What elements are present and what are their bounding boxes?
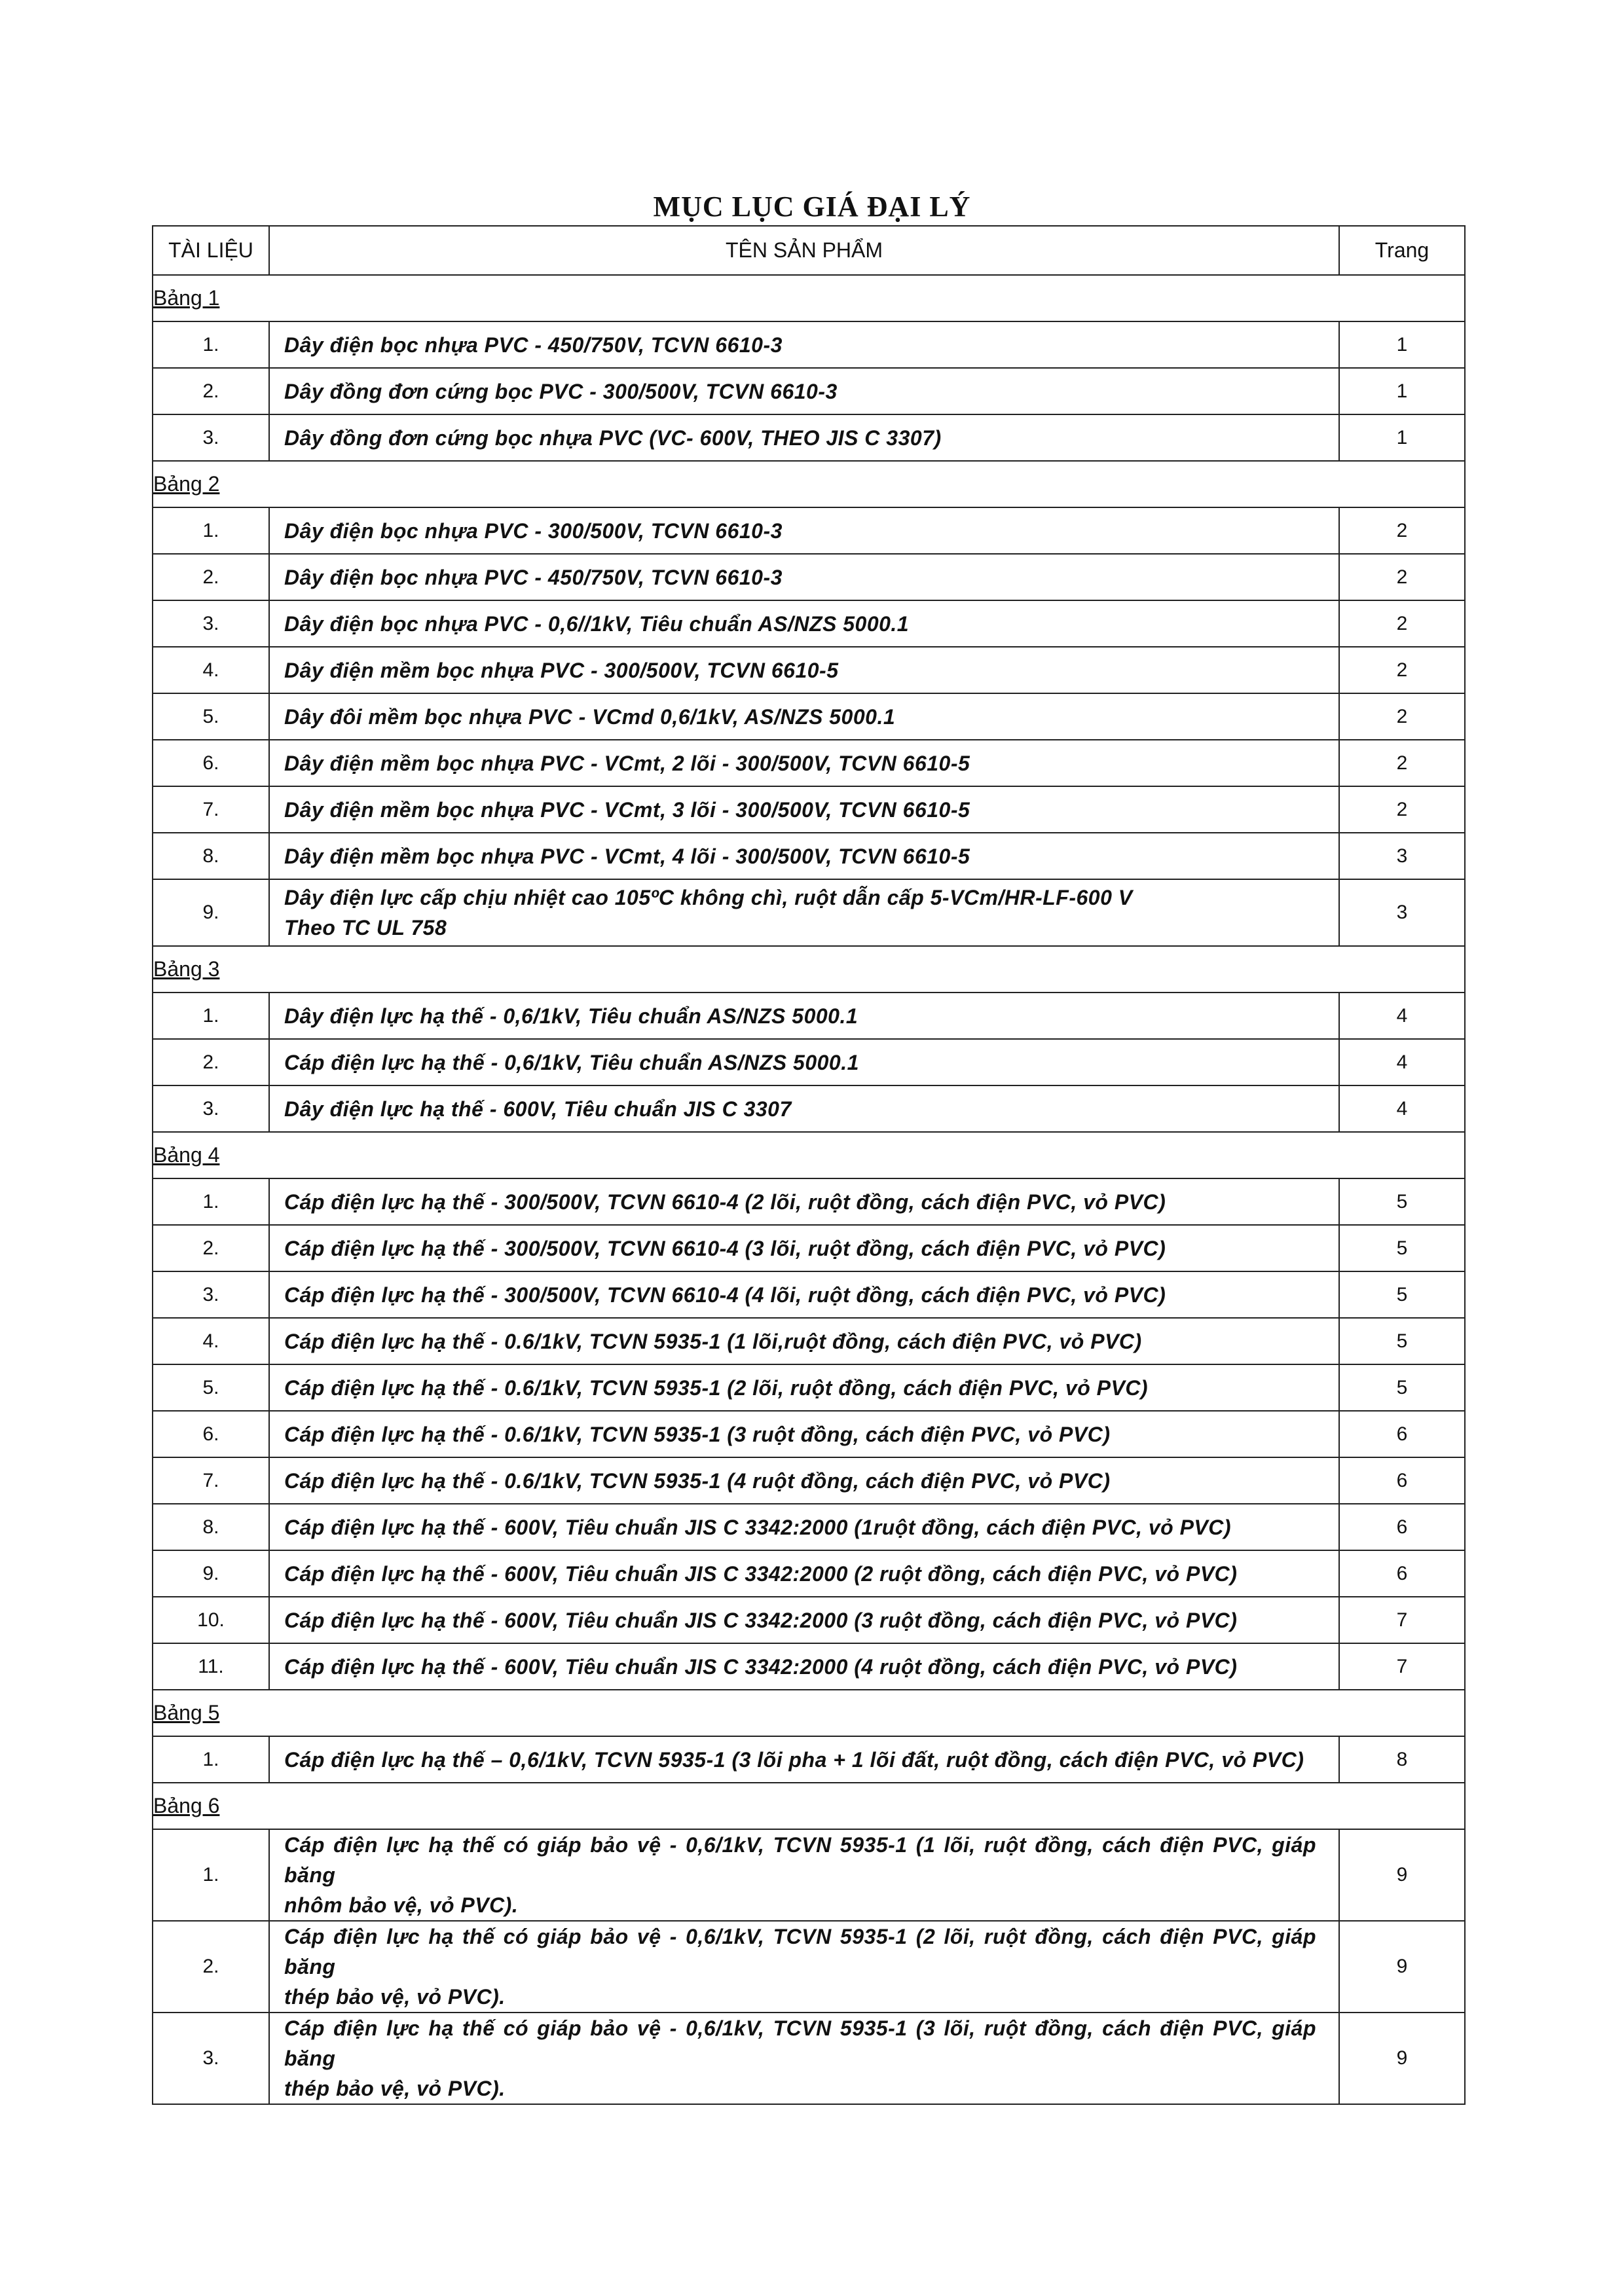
page-number: 5 [1339,1225,1465,1271]
item-number: 1. [153,1829,269,1921]
product-name: Cáp điện lực hạ thế - 0.6/1kV, TCVN 5935-1 (3 ruột đồng, cách điện PVC, vỏ PVC) [269,1411,1339,1457]
item-number: 1. [153,1736,269,1783]
item-number: 5. [153,693,269,740]
product-name: Cáp điện lực hạ thế - 0,6/1kV, Tiêu chuẩn AS/NZS 5000.1 [269,1039,1339,1085]
item-number: 2. [153,554,269,600]
product-name [269,2013,1339,2104]
item-number: 2. [153,1921,269,2013]
item-number: 6. [153,740,269,786]
product-name-line: Cáp điện lực hạ thế có giáp bảo vệ - 0,6/1kV, TCVN 5935-1 (1 lõi, ruột đồng, cách điện PVC, giáp băng [284,1833,1316,1887]
table-row [153,1271,1465,1318]
product-name: Cáp điện lực hạ thế – 0,6/1kV, TCVN 5935-1 (3 lõi pha + 1 lõi đất, ruột đồng, cách điện PVC, vỏ PVC) [269,1736,1339,1783]
product-name [269,1921,1339,2013]
product-name-line: Theo TC UL 758 [284,916,447,939]
section-label: Bảng 4 [153,1132,1465,1178]
item-number: 5. [153,1364,269,1411]
page-number: 2 [1339,786,1465,833]
table-row [153,1178,1465,1225]
section-row [153,461,1465,507]
page-number: 3 [1339,833,1465,879]
table-row [153,1643,1465,1690]
product-name: Cáp điện lực hạ thế - 0.6/1kV, TCVN 5935-1 (4 ruột đồng, cách điện PVC, vỏ PVC) [269,1457,1339,1504]
item-number: 8. [153,833,269,879]
page-number: 2 [1339,740,1465,786]
section-row [153,946,1465,993]
page-number: 7 [1339,1643,1465,1690]
item-number: 7. [153,1457,269,1504]
section-label: Bảng 6 [153,1783,1465,1829]
item-number: 1. [153,1178,269,1225]
product-name: Cáp điện lực hạ thế - 300/500V, TCVN 6610-4 (2 lõi, ruột đồng, cách điện PVC, vỏ PVC) [269,1178,1339,1225]
table-row [153,1921,1465,2013]
product-name: Dây điện bọc nhựa PVC - 450/750V, TCVN 6610-3 [269,554,1339,600]
item-number: 2. [153,1225,269,1271]
page-number: 4 [1339,1039,1465,1085]
page-number: 6 [1339,1457,1465,1504]
section-label: Bảng 3 [153,946,1465,993]
item-number: 6. [153,1411,269,1457]
product-name [269,879,1339,946]
table-row [153,1597,1465,1643]
product-name: Cáp điện lực hạ thế - 300/500V, TCVN 6610-4 (3 lõi, ruột đồng, cách điện PVC, vỏ PVC) [269,1225,1339,1271]
column-header-page: Trang [1339,226,1465,275]
product-name: Cáp điện lực hạ thế - 300/500V, TCVN 6610-4 (4 lõi, ruột đồng, cách điện PVC, vỏ PVC) [269,1271,1339,1318]
section-row [153,1783,1465,1829]
page-number: 1 [1339,414,1465,461]
item-number: 3. [153,2013,269,2104]
page-number: 2 [1339,600,1465,647]
product-name-line: Dây điện lực cấp chịu nhiệt cao 105ºC không chì, ruột dẫn cấp 5-VCm/HR-LF-600 V [284,886,1133,909]
product-name-line: Cáp điện lực hạ thế có giáp bảo vệ - 0,6/1kV, TCVN 5935-1 (2 lõi, ruột đồng, cách điện PVC, giáp băng [284,1925,1316,1978]
item-number: 1. [153,321,269,368]
table-row [153,1411,1465,1457]
product-name-line: Cáp điện lực hạ thế có giáp bảo vệ - 0,6/1kV, TCVN 5935-1 (3 lõi, ruột đồng, cách điện PVC, giáp băng [284,2016,1316,2070]
toc-table [152,225,1466,2105]
product-name-line: thép bảo vệ, vỏ PVC). [284,1985,506,2009]
item-number: 3. [153,1085,269,1132]
item-number: 3. [153,600,269,647]
table-row [153,600,1465,647]
table-row [153,786,1465,833]
page-number: 2 [1339,647,1465,693]
section-row [153,275,1465,321]
table-header-row [153,226,1465,275]
table-row [153,321,1465,368]
product-name: Dây điện lực hạ thế - 600V, Tiêu chuẩn JIS C 3307 [269,1085,1339,1132]
table-row [153,414,1465,461]
page-number: 3 [1339,879,1465,946]
page-number: 1 [1339,368,1465,414]
table-row [153,1318,1465,1364]
product-name: Dây điện mềm bọc nhựa PVC - 300/500V, TCVN 6610-5 [269,647,1339,693]
item-number: 9. [153,879,269,946]
page-number: 1 [1339,321,1465,368]
page-number: 5 [1339,1271,1465,1318]
page-number: 2 [1339,693,1465,740]
table-row [153,1457,1465,1504]
product-name: Dây đôi mềm bọc nhựa PVC - VCmd 0,6/1kV, AS/NZS 5000.1 [269,693,1339,740]
item-number: 4. [153,647,269,693]
page-number: 6 [1339,1550,1465,1597]
section-label: Bảng 1 [153,275,1465,321]
item-number: 1. [153,993,269,1039]
page-number: 9 [1339,1829,1465,1921]
toc-body [153,275,1465,2104]
page-number: 7 [1339,1597,1465,1643]
product-name: Dây điện mềm bọc nhựa PVC - VCmt, 2 lõi - 300/500V, TCVN 6610-5 [269,740,1339,786]
product-name-line: nhôm bảo vệ, vỏ PVC). [284,1893,519,1917]
section-row [153,1690,1465,1736]
table-row [153,1504,1465,1550]
table-row [153,368,1465,414]
section-row [153,1132,1465,1178]
page-number: 9 [1339,1921,1465,2013]
item-number: 2. [153,1039,269,1085]
page-number: 2 [1339,554,1465,600]
item-number: 11. [153,1643,269,1690]
product-name: Dây điện mềm bọc nhựa PVC - VCmt, 4 lõi - 300/500V, TCVN 6610-5 [269,833,1339,879]
item-number: 2. [153,368,269,414]
item-number: 3. [153,414,269,461]
product-name: Dây đồng đơn cứng bọc nhựa PVC (VC- 600V, THEO JIS C 3307) [269,414,1339,461]
table-row [153,1039,1465,1085]
page-number: 6 [1339,1504,1465,1550]
item-number: 10. [153,1597,269,1643]
page-number: 8 [1339,1736,1465,1783]
product-name: Cáp điện lực hạ thế - 0.6/1kV, TCVN 5935-1 (2 lõi, ruột đồng, cách điện PVC, vỏ PVC) [269,1364,1339,1411]
product-name: Cáp điện lực hạ thế - 600V, Tiêu chuẩn JIS C 3342:2000 (4 ruột đồng, cách điện PVC, vỏ PVC) [269,1643,1339,1690]
table-row [153,1085,1465,1132]
item-number: 1. [153,507,269,554]
table-row [153,1364,1465,1411]
page-number: 5 [1339,1364,1465,1411]
page-number: 5 [1339,1318,1465,1364]
section-label: Bảng 5 [153,1690,1465,1736]
product-name [269,1829,1339,1921]
table-row [153,507,1465,554]
item-number: 4. [153,1318,269,1364]
table-row [153,1550,1465,1597]
table-row [153,833,1465,879]
page-number: 6 [1339,1411,1465,1457]
section-label: Bảng 2 [153,461,1465,507]
page-title: MỤC LỤC GIÁ ĐẠI LÝ [653,191,971,223]
column-header-doc: TÀI LIỆU [153,226,269,275]
page-number: 4 [1339,1085,1465,1132]
product-name: Dây điện lực hạ thế - 0,6/1kV, Tiêu chuẩn AS/NZS 5000.1 [269,993,1339,1039]
product-name: Cáp điện lực hạ thế - 600V, Tiêu chuẩn JIS C 3342:2000 (2 ruột đồng, cách điện PVC, vỏ PVC) [269,1550,1339,1597]
product-name: Cáp điện lực hạ thế - 600V, Tiêu chuẩn JIS C 3342:2000 (3 ruột đồng, cách điện PVC, vỏ PVC) [269,1597,1339,1643]
table-row [153,1829,1465,1921]
table-row [153,993,1465,1039]
product-name: Cáp điện lực hạ thế - 0.6/1kV, TCVN 5935-1 (1 lõi,ruột đồng, cách điện PVC, vỏ PVC) [269,1318,1339,1364]
table-row [153,1736,1465,1783]
product-name: Dây đồng đơn cứng bọc PVC - 300/500V, TCVN 6610-3 [269,368,1339,414]
table-row [153,879,1465,946]
page-number: 4 [1339,993,1465,1039]
item-number: 9. [153,1550,269,1597]
product-name: Dây điện bọc nhựa PVC - 450/750V, TCVN 6610-3 [269,321,1339,368]
item-number: 7. [153,786,269,833]
page-number: 2 [1339,507,1465,554]
column-header-name: TÊN SẢN PHẨM [269,226,1339,275]
product-name: Cáp điện lực hạ thế - 600V, Tiêu chuẩn JIS C 3342:2000 (1ruột đồng, cách điện PVC, vỏ PVC) [269,1504,1339,1550]
product-name: Dây điện bọc nhựa PVC - 300/500V, TCVN 6610-3 [269,507,1339,554]
table-row [153,693,1465,740]
item-number: 8. [153,1504,269,1550]
product-name: Dây điện mềm bọc nhựa PVC - VCmt, 3 lõi - 300/500V, TCVN 6610-5 [269,786,1339,833]
table-row [153,1225,1465,1271]
page-number: 5 [1339,1178,1465,1225]
product-name: Dây điện bọc nhựa PVC - 0,6//1kV, Tiêu chuẩn AS/NZS 5000.1 [269,600,1339,647]
table-row [153,740,1465,786]
product-name-line: thép bảo vệ, vỏ PVC). [284,2077,506,2100]
item-number: 3. [153,1271,269,1318]
table-row [153,554,1465,600]
table-row [153,2013,1465,2104]
page-number: 9 [1339,2013,1465,2104]
table-row [153,647,1465,693]
